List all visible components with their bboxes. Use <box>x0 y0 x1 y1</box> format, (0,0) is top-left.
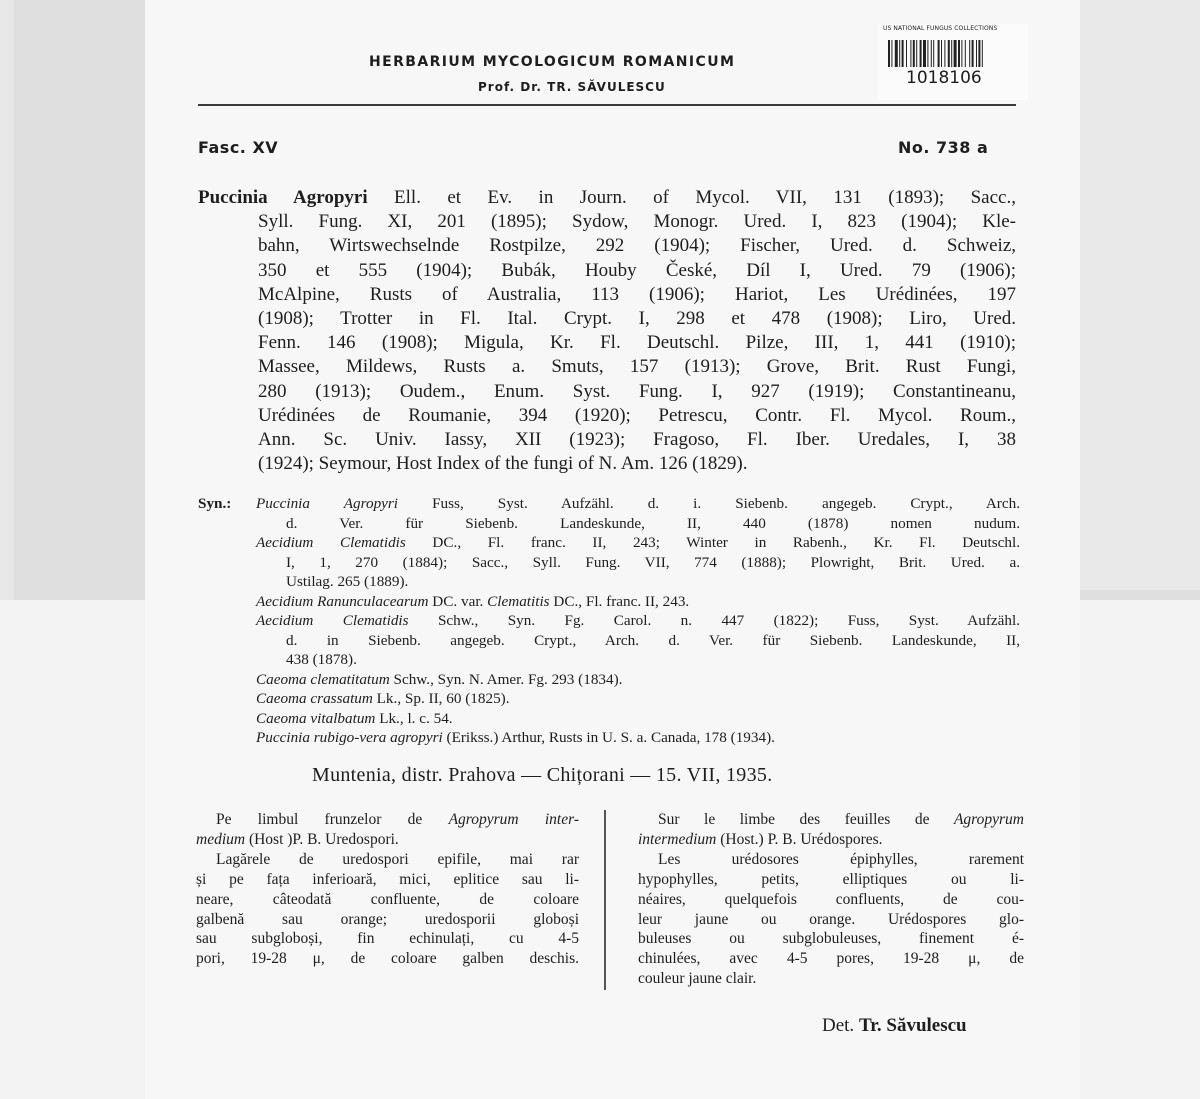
description-line: pori, 19-28 μ, de coloare galben deschis. <box>196 950 579 968</box>
synonym-line: Syn.: Puccinia Agropyri Fuss, Syst. Aufzähl. d. i. Siebenb. angegeb. Crypt., Arch. <box>198 495 1020 512</box>
barcode-bar <box>958 40 960 67</box>
synonym-line: Aecidium Ranunculacearum DC. var. Clematitis DC., Fl. franc. II, 243. <box>256 592 690 610</box>
synonym-line: I, 1, 270 (1884); Sacc., Syll. Fung. VII, 774 (1888); Plowright, Brit. Ured. a. <box>286 553 1020 571</box>
citation-line: 280 (1913); Oudem., Enum. Syst. Fung. I, 927 (1919); Constantineanu, <box>258 380 1016 402</box>
barcode-bar <box>888 40 890 67</box>
specimen-number: No. 738 a <box>898 138 989 157</box>
barcode-bar <box>931 40 932 67</box>
citation-line: Ann. Sc. Univ. Iassy, XII (1923); Fragoso, Fl. Iber. Uredales, I, 38 <box>258 429 1016 451</box>
citation-line: Urédinées de Roumanie, 394 (1920); Petrescu, Contr. Fl. Mycol. Roum., <box>258 404 1016 426</box>
background-edge-right <box>1080 0 1200 590</box>
citation-line: (1924); Seymour, Host Index of the fungi of N. Am. 126 (1829). <box>258 453 748 475</box>
barcode-bar <box>913 40 915 67</box>
description-french <box>638 810 1024 989</box>
barcode-bar <box>941 40 942 67</box>
citation-line: bahn, Wirtswechselnde Rostpilze, 292 (1904); Fischer, Ured. d. Schweiz, <box>258 235 1016 257</box>
description-line: leur jaune ou orange. Urédospores glo- <box>638 910 1024 928</box>
synonym-line: Aecidium Clematidis DC., Fl. franc. II, 243; Winter in Rabenh., Kr. Fl. Deutschl. <box>256 534 1020 551</box>
description-line: și pe fața inferioară, mici, eplitice sau li- <box>196 870 579 888</box>
barcode-bars <box>888 40 1022 67</box>
description-line: Pe limbul frunzelor de Agropyrum inter- <box>216 811 580 828</box>
background-edge-left <box>0 0 14 600</box>
collection-locality: Muntenia, distr. Prahova — Chițorani — 15. VII, 1935. <box>312 764 773 786</box>
citation-line: Syll. Fung. XI, 201 (1895); Sydow, Monogr. Ured. I, 823 (1904); Kle- <box>258 211 1016 233</box>
description-romanian <box>196 810 579 969</box>
barcode-bar <box>961 40 962 67</box>
barcode-bar <box>906 40 907 67</box>
barcode-bar <box>899 40 900 67</box>
synonym-line: Caeoma vitalbatum Lk., l. c. 54. <box>256 709 453 727</box>
citation-line: McAlpine, Rusts of Australia, 113 (1906); Hariot, Les Urédinées, 197 <box>258 283 1016 305</box>
synonym-line: 438 (1878). <box>286 651 357 668</box>
determiner-name: Tr. Săvulescu <box>858 1015 967 1036</box>
barcode-bar <box>927 40 928 67</box>
description-line: galbenă sau orange; uredosporii globoși <box>196 910 579 928</box>
synonym-line: d. in Siebenb. angegeb. Crypt., Arch. d. Ver. für Siebenb. Landeskunde, II, <box>286 631 1020 649</box>
barcode-bar <box>891 40 892 67</box>
description-line: Les urédosores épiphylles, rarement <box>658 850 1024 868</box>
herbarium-title: HERBARIUM MYCOLOGICUM ROMANICUM <box>369 54 736 70</box>
description-line: néaires, quelquefois confluents, de cou- <box>638 890 1024 908</box>
description-line: intermedium (Host.) P. B. Urédospores. <box>638 830 883 848</box>
citation-line: Fenn. 146 (1908); Migula, Kr. Fl. Deutschl. Pilze, III, 1, 441 (1910); <box>258 332 1016 354</box>
synonym-line: Aecidium Clematidis Schw., Syn. Fg. Carol. n. 447 (1822); Fuss, Syst. Aufzähl. <box>256 612 1020 629</box>
barcode-bar <box>920 40 922 67</box>
species-name: Puccinia Agropyri <box>198 187 368 208</box>
barcode-bar <box>976 40 977 67</box>
barcode-bar <box>944 40 945 67</box>
synonym-line: d. Ver. für Siebenb. Landeskunde, II, 440 (1878) nomen nudum. <box>286 514 1020 532</box>
citation-line: Massee, Mildews, Rusts a. Smuts, 157 (1913); Grove, Brit. Rust Fungi, <box>258 356 1016 378</box>
barcode-bar <box>933 40 934 67</box>
description-line: couleur jaune clair. <box>638 970 757 988</box>
barcode-bar <box>938 40 940 67</box>
barcode-caption: US NATIONAL FUNGUS COLLECTIONS <box>883 25 998 32</box>
barcode-bar <box>965 40 966 67</box>
barcode-bar <box>972 40 974 67</box>
barcode-bar <box>923 40 926 67</box>
description-line: Sur le limbe des feuilles de Agropyrum <box>658 811 1024 828</box>
barcode-bar <box>916 40 917 67</box>
synonym-line: Caeoma clematitatum Schw., Syn. N. Amer. Fg. 293 (1834). <box>256 670 623 688</box>
determiner: Det. Tr. Săvulescu <box>822 1015 967 1036</box>
herbarium-editor: Prof. Dr. TR. SĂVULESCU <box>478 80 666 94</box>
barcode-bar <box>895 40 898 67</box>
barcode-bar <box>951 40 952 67</box>
barcode-bar <box>910 40 911 67</box>
synonym-line: Ustilag. 265 (1889). <box>286 573 409 590</box>
barcode-number: 1018106 <box>906 68 982 88</box>
barcode-bar <box>978 40 980 67</box>
barcode-bar <box>982 40 983 67</box>
description-line: medium (Host )P. B. Uredospori. <box>196 830 399 848</box>
synonyms-label: Syn.: <box>198 495 232 512</box>
header-rule <box>198 104 1016 106</box>
description-line: Lagărele de uredospori epifile, mai rar <box>216 850 579 868</box>
description-line: chinulées, avec 4-5 pores, 19-28 μ, de <box>638 950 1024 968</box>
synonym-line: Caeoma crassatum Lk., Sp. II, 60 (1825). <box>256 690 510 707</box>
description-line: neare, câteodată confluente, de coloare <box>196 890 579 908</box>
barcode-bar <box>954 40 957 67</box>
synonym-line: Puccinia rubigo-vera agropyri (Erikss.) Arthur, Rusts in U. S. a. Canada, 178 (1934). <box>256 729 775 746</box>
barcode-bar <box>902 40 904 67</box>
citation-line: Puccinia Agropyri Ell. et Ev. in Journ. of Mycol. VII, 131 (1893); Sacc., <box>198 187 1016 208</box>
citation-line: 350 et 555 (1904); Bubák, Houby České, Díl I, Ured. 79 (1906); <box>258 259 1016 281</box>
description-line: sau subgloboși, fin echinulați, cu 4-5 <box>196 930 579 948</box>
description-line: buleuses ou subglobuleuses, finement é- <box>638 930 1024 948</box>
description-line: hypophylles, petits, elliptiques ou li- <box>638 870 1024 888</box>
citation-paragraph <box>198 186 1016 476</box>
synonyms-block <box>198 494 1020 748</box>
barcode-bar <box>948 40 950 67</box>
column-divider <box>604 810 606 990</box>
barcode-bar <box>969 40 970 67</box>
fascicle-label: Fasc. XV <box>198 138 279 157</box>
citation-line: (1908); Trotter in Fl. Ital. Crypt. I, 298 et 478 (1908); Liro, Ured. <box>258 308 1016 330</box>
